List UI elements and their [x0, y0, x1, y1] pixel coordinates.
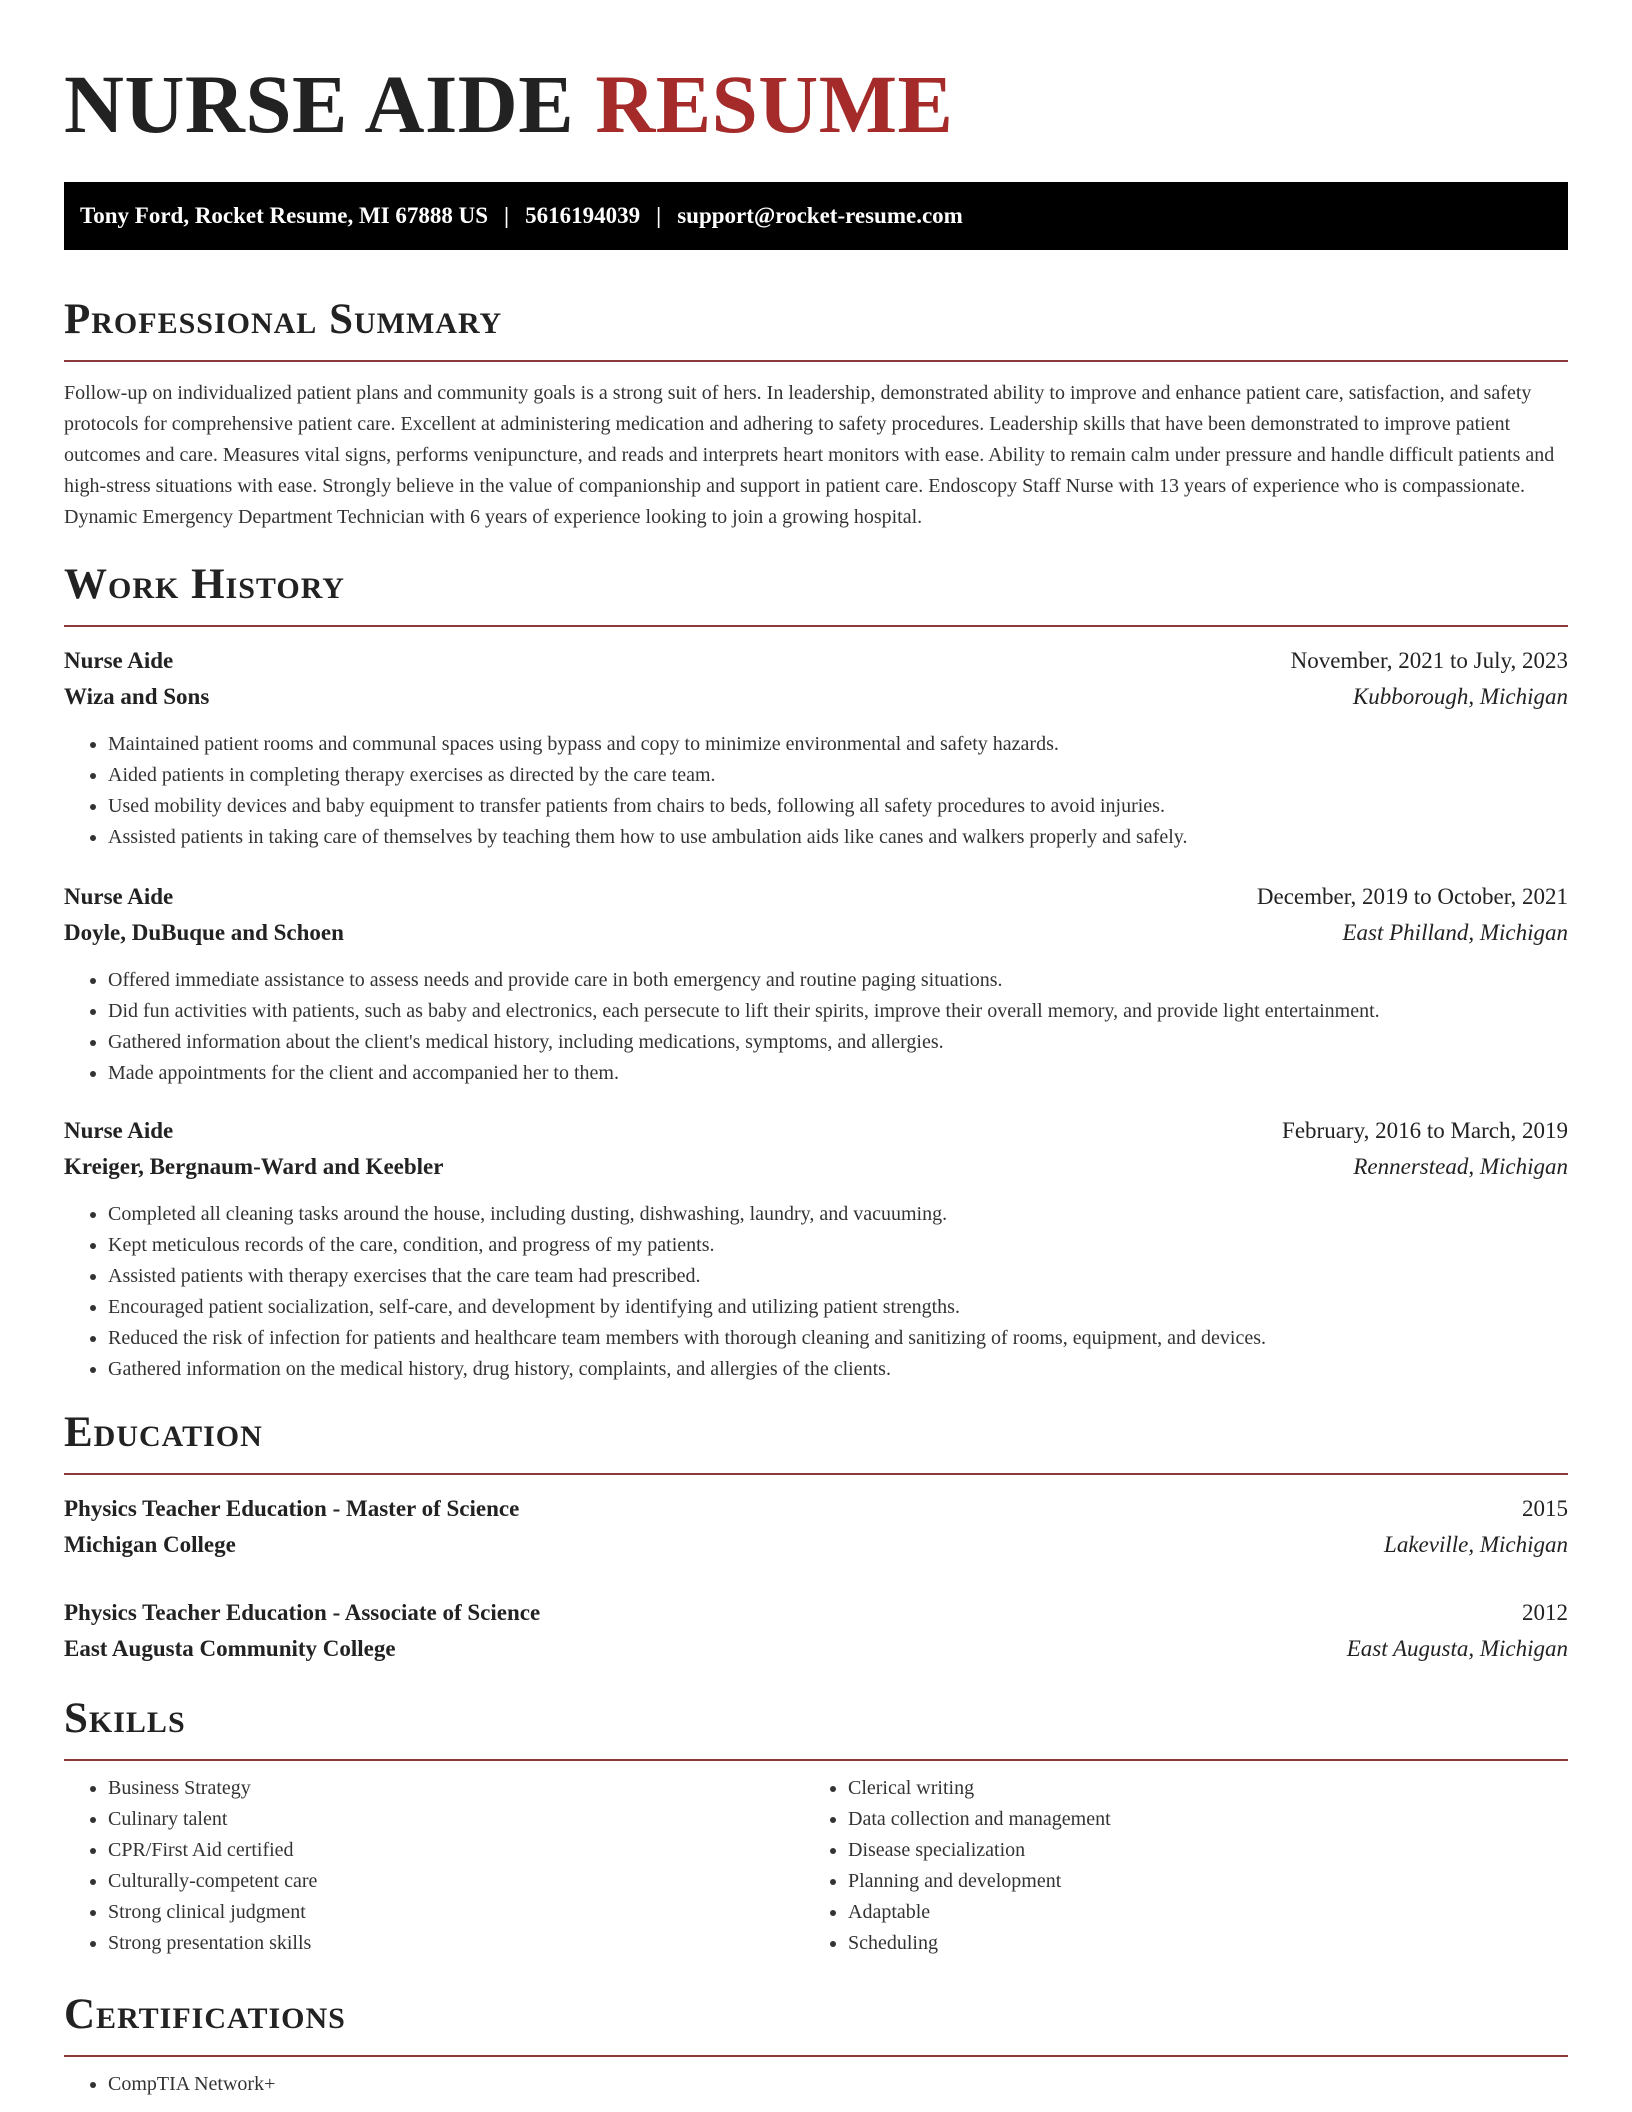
skill-item: • Scheduling: [848, 1928, 1544, 1959]
education-heading: Education: [64, 1409, 263, 1456]
title-accent: RESUME: [595, 58, 954, 150]
skill-item: • Business Strategy: [108, 1773, 804, 1804]
list-item: • Used mobility devices and baby equipment to transfer patients from chairs to beds, following all safety procedures to avoid injuries.: [108, 791, 1568, 822]
contact-bar: [64, 182, 1568, 250]
job-location: Kubborough, Michigan: [1352, 684, 1568, 709]
job-title-row: [64, 1113, 1568, 1149]
list-item: • Made appointments for the client and accompanied her to them.: [108, 1058, 1568, 1089]
skills-column-right: [804, 1773, 1544, 1959]
skills-list: [64, 1773, 1568, 1959]
skill-item: • Culinary talent: [108, 1804, 804, 1835]
job-company: Doyle, DuBuque and Schoen: [64, 920, 344, 945]
skill-item: • Culturally-competent care: [108, 1866, 804, 1897]
job-company-row: [64, 915, 1568, 951]
list-item: • Completed all cleaning tasks around the house, including dusting, dishwashing, laundry, and vacuuming.: [108, 1199, 1568, 1230]
graduation-year: 2015: [1522, 1496, 1568, 1521]
contact-address: Tony Ford, Rocket Resume, MI 67888 US: [80, 203, 489, 228]
skill-item: • Data collection and management: [848, 1804, 1544, 1835]
list-item: • Gathered information about the client's medical history, including medications, symptoms, and allergies.: [108, 1027, 1568, 1058]
school-row: [64, 1631, 1568, 1667]
list-item: • Gathered information on the medical history, drug history, complaints, and allergies of the clients.: [108, 1354, 1568, 1385]
job-dates: February, 2016 to March, 2019: [1282, 1118, 1568, 1143]
job-dates: December, 2019 to October, 2021: [1256, 884, 1568, 909]
work-history-heading: Work History: [64, 561, 345, 608]
job-company: Kreiger, Bergnaum-Ward and Keebler: [64, 1154, 444, 1179]
contact-email: support@rocket-resume.com: [677, 203, 963, 228]
skills-column-left: [64, 1773, 804, 1959]
list-item: • Did fun activities with patients, such as baby and electronics, each persecute to lift their spirits, improve their overall memory, and provide light entertainment.: [108, 996, 1568, 1027]
list-item: • Kept meticulous records of the care, condition, and progress of my patients.: [108, 1230, 1568, 1261]
job-duties: [64, 1199, 1568, 1385]
job-company-row: [64, 1149, 1568, 1185]
job-title: Nurse Aide: [64, 1118, 174, 1143]
resume-title: [64, 0, 1568, 150]
school-row: [64, 1527, 1568, 1563]
job-duties: [64, 729, 1568, 853]
list-item: • Assisted patients in taking care of themselves by teaching them how to use ambulation aids like canes and walkers properly and safely.: [108, 822, 1568, 853]
summary-text: Follow-up on individualized patient plans and community goals is a strong suit of hers. In leadership, demonstrated ability to improve and enhance patient care, satisfaction, and safety protocols for comprehensive patient care. Excellent at administering medication and adhering to safety procedures. Leadership skills that have been demonstrated to improve patient outcomes and care. Measures vital signs, performs venipuncture, and reads and interprets heart monitors with ease. Ability to remain calm under pressure and handle difficult patients and high-stress situations with ease. Strongly believe in the value of companionship and support in patient care. Endoscopy Staff Nurse with 13 years of experience who is compassionate. Dynamic Emergency Department Technician with 6 years of experience looking to join a growing hospital.: [64, 382, 1555, 528]
school-location: Lakeville, Michigan: [1384, 1532, 1568, 1557]
education-entry: [64, 1595, 1568, 1667]
job-entry: [64, 1113, 1568, 1385]
skill-item: • Planning and development: [848, 1866, 1544, 1897]
list-item: • Reduced the risk of infection for patients and healthcare team members with thorough cleaning and sanitizing of rooms, equipment, and devices.: [108, 1323, 1568, 1354]
degree-name: Physics Teacher Education - Associate of Science: [64, 1600, 541, 1625]
list-item: • Maintained patient rooms and communal spaces using bypass and copy to minimize environmental and safety hazards.: [108, 729, 1568, 760]
section-divider: [64, 2055, 1568, 2057]
job-title-row: [64, 643, 1568, 679]
section-divider: [64, 625, 1568, 627]
school-location: East Augusta, Michigan: [1346, 1636, 1568, 1661]
job-title: Nurse Aide: [64, 884, 174, 909]
degree-name: Physics Teacher Education - Master of Science: [64, 1496, 520, 1521]
job-company: Wiza and Sons: [64, 684, 210, 709]
job-company-row: [64, 679, 1568, 715]
education-entry: [64, 1491, 1568, 1563]
skill-item: • Clerical writing: [848, 1773, 1544, 1804]
contact-phone: 5616194039: [525, 203, 641, 228]
section-divider: [64, 360, 1568, 362]
contact-separator: |: [504, 203, 510, 228]
section-divider: [64, 1473, 1568, 1475]
school-name: Michigan College: [64, 1532, 236, 1557]
list-item: • Aided patients in completing therapy exercises as directed by the care team.: [108, 760, 1568, 791]
school-name: East Augusta Community College: [64, 1636, 396, 1661]
degree-row: [64, 1491, 1568, 1527]
certifications-heading: Certifications: [64, 1991, 346, 2038]
skill-item: • Strong presentation skills: [108, 1928, 804, 1959]
section-divider: [64, 1759, 1568, 1761]
job-title: Nurse Aide: [64, 648, 174, 673]
summary-heading: Professional Summary: [64, 296, 503, 343]
job-location: East Philland, Michigan: [1342, 920, 1568, 945]
certification-item: • CompTIA Network+: [108, 2069, 1568, 2100]
skills-heading: Skills: [64, 1695, 186, 1742]
contact-separator: |: [656, 203, 662, 228]
graduation-year: 2012: [1522, 1600, 1568, 1625]
title-main: NURSE AIDE: [64, 58, 575, 150]
job-entry: [64, 643, 1568, 853]
skill-item: • Adaptable: [848, 1897, 1544, 1928]
certifications-list: [64, 2069, 1568, 2100]
list-item: • Offered immediate assistance to assess needs and provide care in both emergency and routine paging situations.: [108, 965, 1568, 996]
list-item: • Encouraged patient socialization, self-care, and development by identifying and utilizing patient strengths.: [108, 1292, 1568, 1323]
job-title-row: [64, 879, 1568, 915]
list-item: • Assisted patients with therapy exercises that the care team had prescribed.: [108, 1261, 1568, 1292]
job-entry: [64, 879, 1568, 1089]
job-dates: November, 2021 to July, 2023: [1290, 648, 1568, 673]
skill-item: • Strong clinical judgment: [108, 1897, 804, 1928]
job-location: Rennerstead, Michigan: [1353, 1154, 1568, 1179]
skill-item: • CPR/First Aid certified: [108, 1835, 804, 1866]
job-duties: [64, 965, 1568, 1089]
degree-row: [64, 1595, 1568, 1631]
skill-item: • Disease specialization: [848, 1835, 1544, 1866]
